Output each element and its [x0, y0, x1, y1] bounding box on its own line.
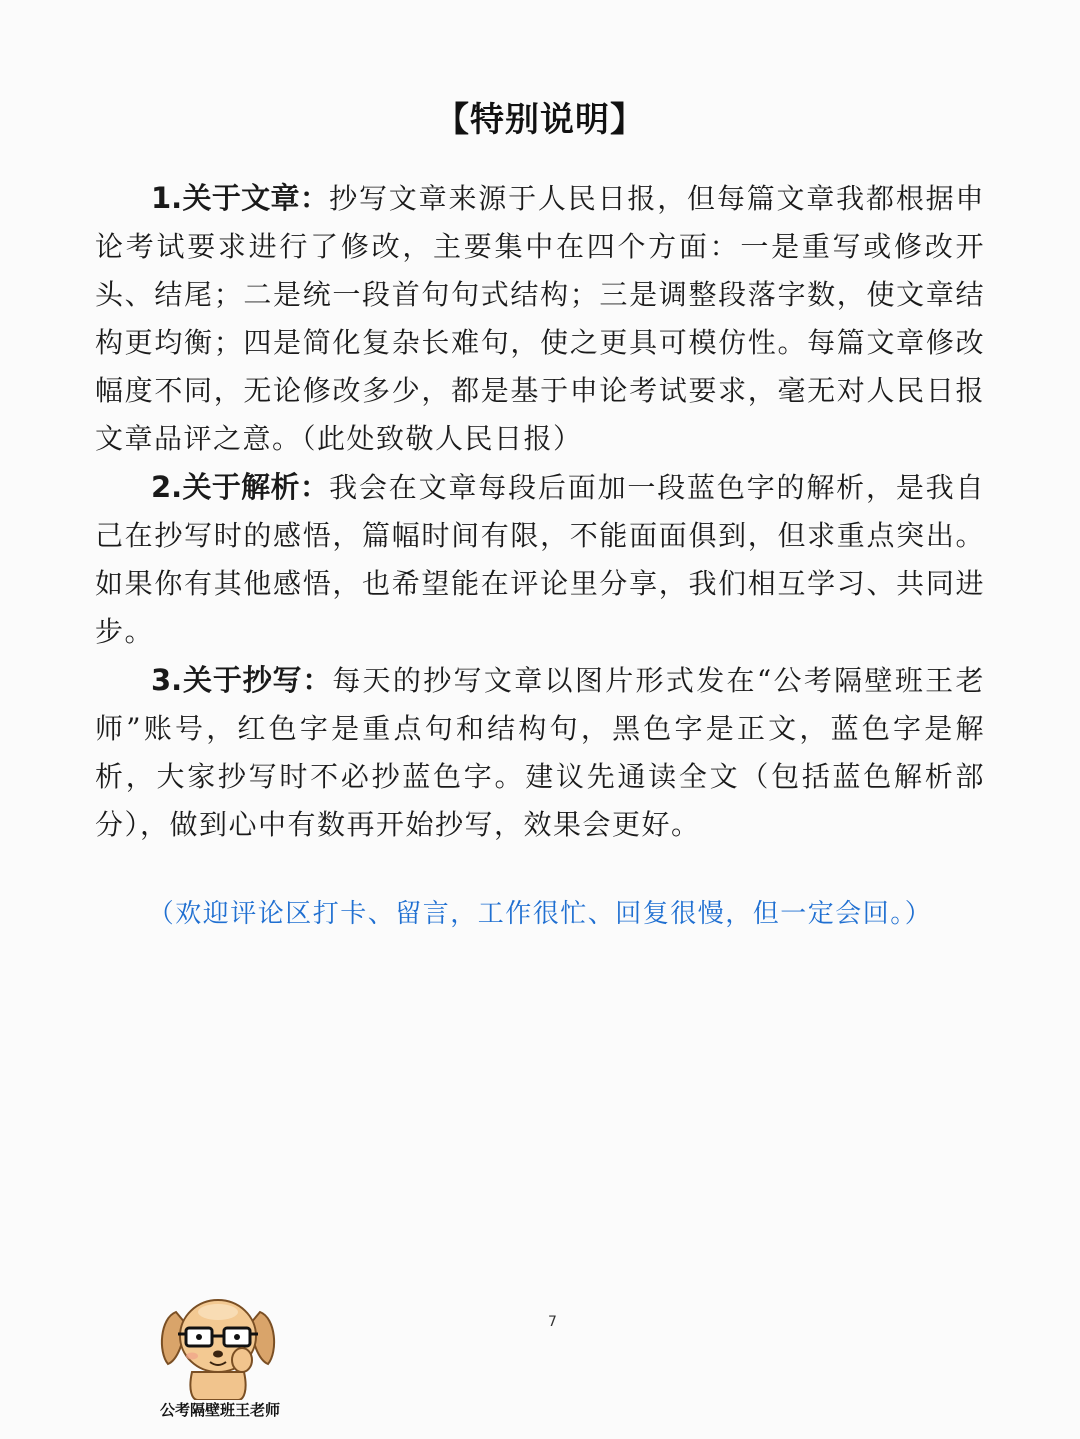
- section-heading: 1.关于文章：: [151, 181, 330, 215]
- document-body: [95, 174, 985, 849]
- dog-mascot-icon: [158, 1290, 278, 1400]
- brand-label: 公考隔壁班王老师: [159, 1401, 280, 1419]
- section-copying: [95, 656, 985, 849]
- section-text: 我会在文章每段后面加一段蓝色字的解析，是我自己在抄写时的感悟，篇幅时间有限，不能面面俱到，但求重点突出。如果你有其他感悟，也希望能在评论里分享，我们相互学习、共同进步。: [95, 471, 985, 648]
- section-analysis: [95, 463, 985, 656]
- section-heading: 2.关于解析：: [151, 470, 330, 504]
- section-text: 抄写文章来源于人民日报，但每篇文章我都根据申论考试要求进行了修改，主要集中在四个方面：一是重写或修改开头、结尾；二是统一段首句句式结构；三是调整段落字数，使文章结构更均衡；四是简化复杂长难句，使之更具可模仿性。每篇文章修改幅度不同，无论修改多少，都是基于申论考试要求，毫无对人民日报文章品评之意。（此处致敬人民日报）: [95, 182, 985, 455]
- section-text: 每天的抄写文章以图片形式发在“公考隔壁班王老师”账号，红色字是重点句和结构句，黑色字是正文，蓝色字是解析，大家抄写时不必抄蓝色字。建议先通读全文（包括蓝色解析部分），做到心中有数再开始抄写，效果会更好。: [95, 664, 985, 841]
- section-heading: 3.关于抄写：: [151, 663, 333, 697]
- page-number: 7: [548, 1314, 557, 1330]
- comment-note: （欢迎评论区打卡、留言，工作很忙、回复很慢，但一定会回。）: [147, 899, 933, 929]
- section-article: [95, 174, 985, 463]
- page-title: 【特别说明】: [435, 100, 645, 140]
